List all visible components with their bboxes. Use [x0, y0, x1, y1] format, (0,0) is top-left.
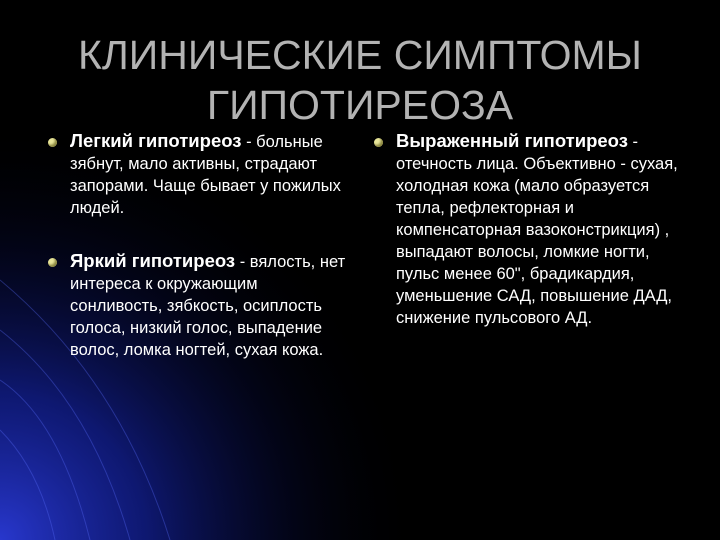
list-item: [372, 130, 682, 329]
page-title: [40, 30, 680, 130]
item-term: Яркий гипотиреоз: [70, 250, 236, 271]
item-term: Легкий гипотиреоз: [70, 130, 242, 151]
item-description: - отечность лица. Объективно - сухая, холодная кожа (мало образуется тепла, рефлекторная и компенсаторная вазоконстрикция) , выпадают волосы, ломкие ногти, пульс менее 60", брадикардия, уменьшение САД, повышение ДАД, снижение пульсового АД.: [396, 133, 678, 327]
list-item: [46, 250, 346, 361]
list-item: [46, 130, 346, 219]
bullet-icon: [48, 258, 57, 267]
title-line-1: КЛИНИЧЕСКИЕ СИМПТОМЫ: [78, 32, 642, 78]
item-term: Выраженный гипотиреоз: [396, 130, 628, 151]
right-column: [372, 130, 682, 360]
left-column: [46, 130, 346, 392]
bullet-icon: [48, 138, 57, 147]
item-description: - вялость, нет интереса к окружающим сонливость, зябкость, осиплость голоса, низкий голос, выпадение волос, ломка ногтей, сухая кожа.: [70, 253, 346, 359]
title-line-2: ГИПОТИРЕОЗА: [206, 82, 514, 128]
bullet-icon: [374, 138, 383, 147]
item-description: - больные зябнут, мало активны, страдают запорами. Чаще бывает у пожилых людей.: [70, 133, 341, 217]
